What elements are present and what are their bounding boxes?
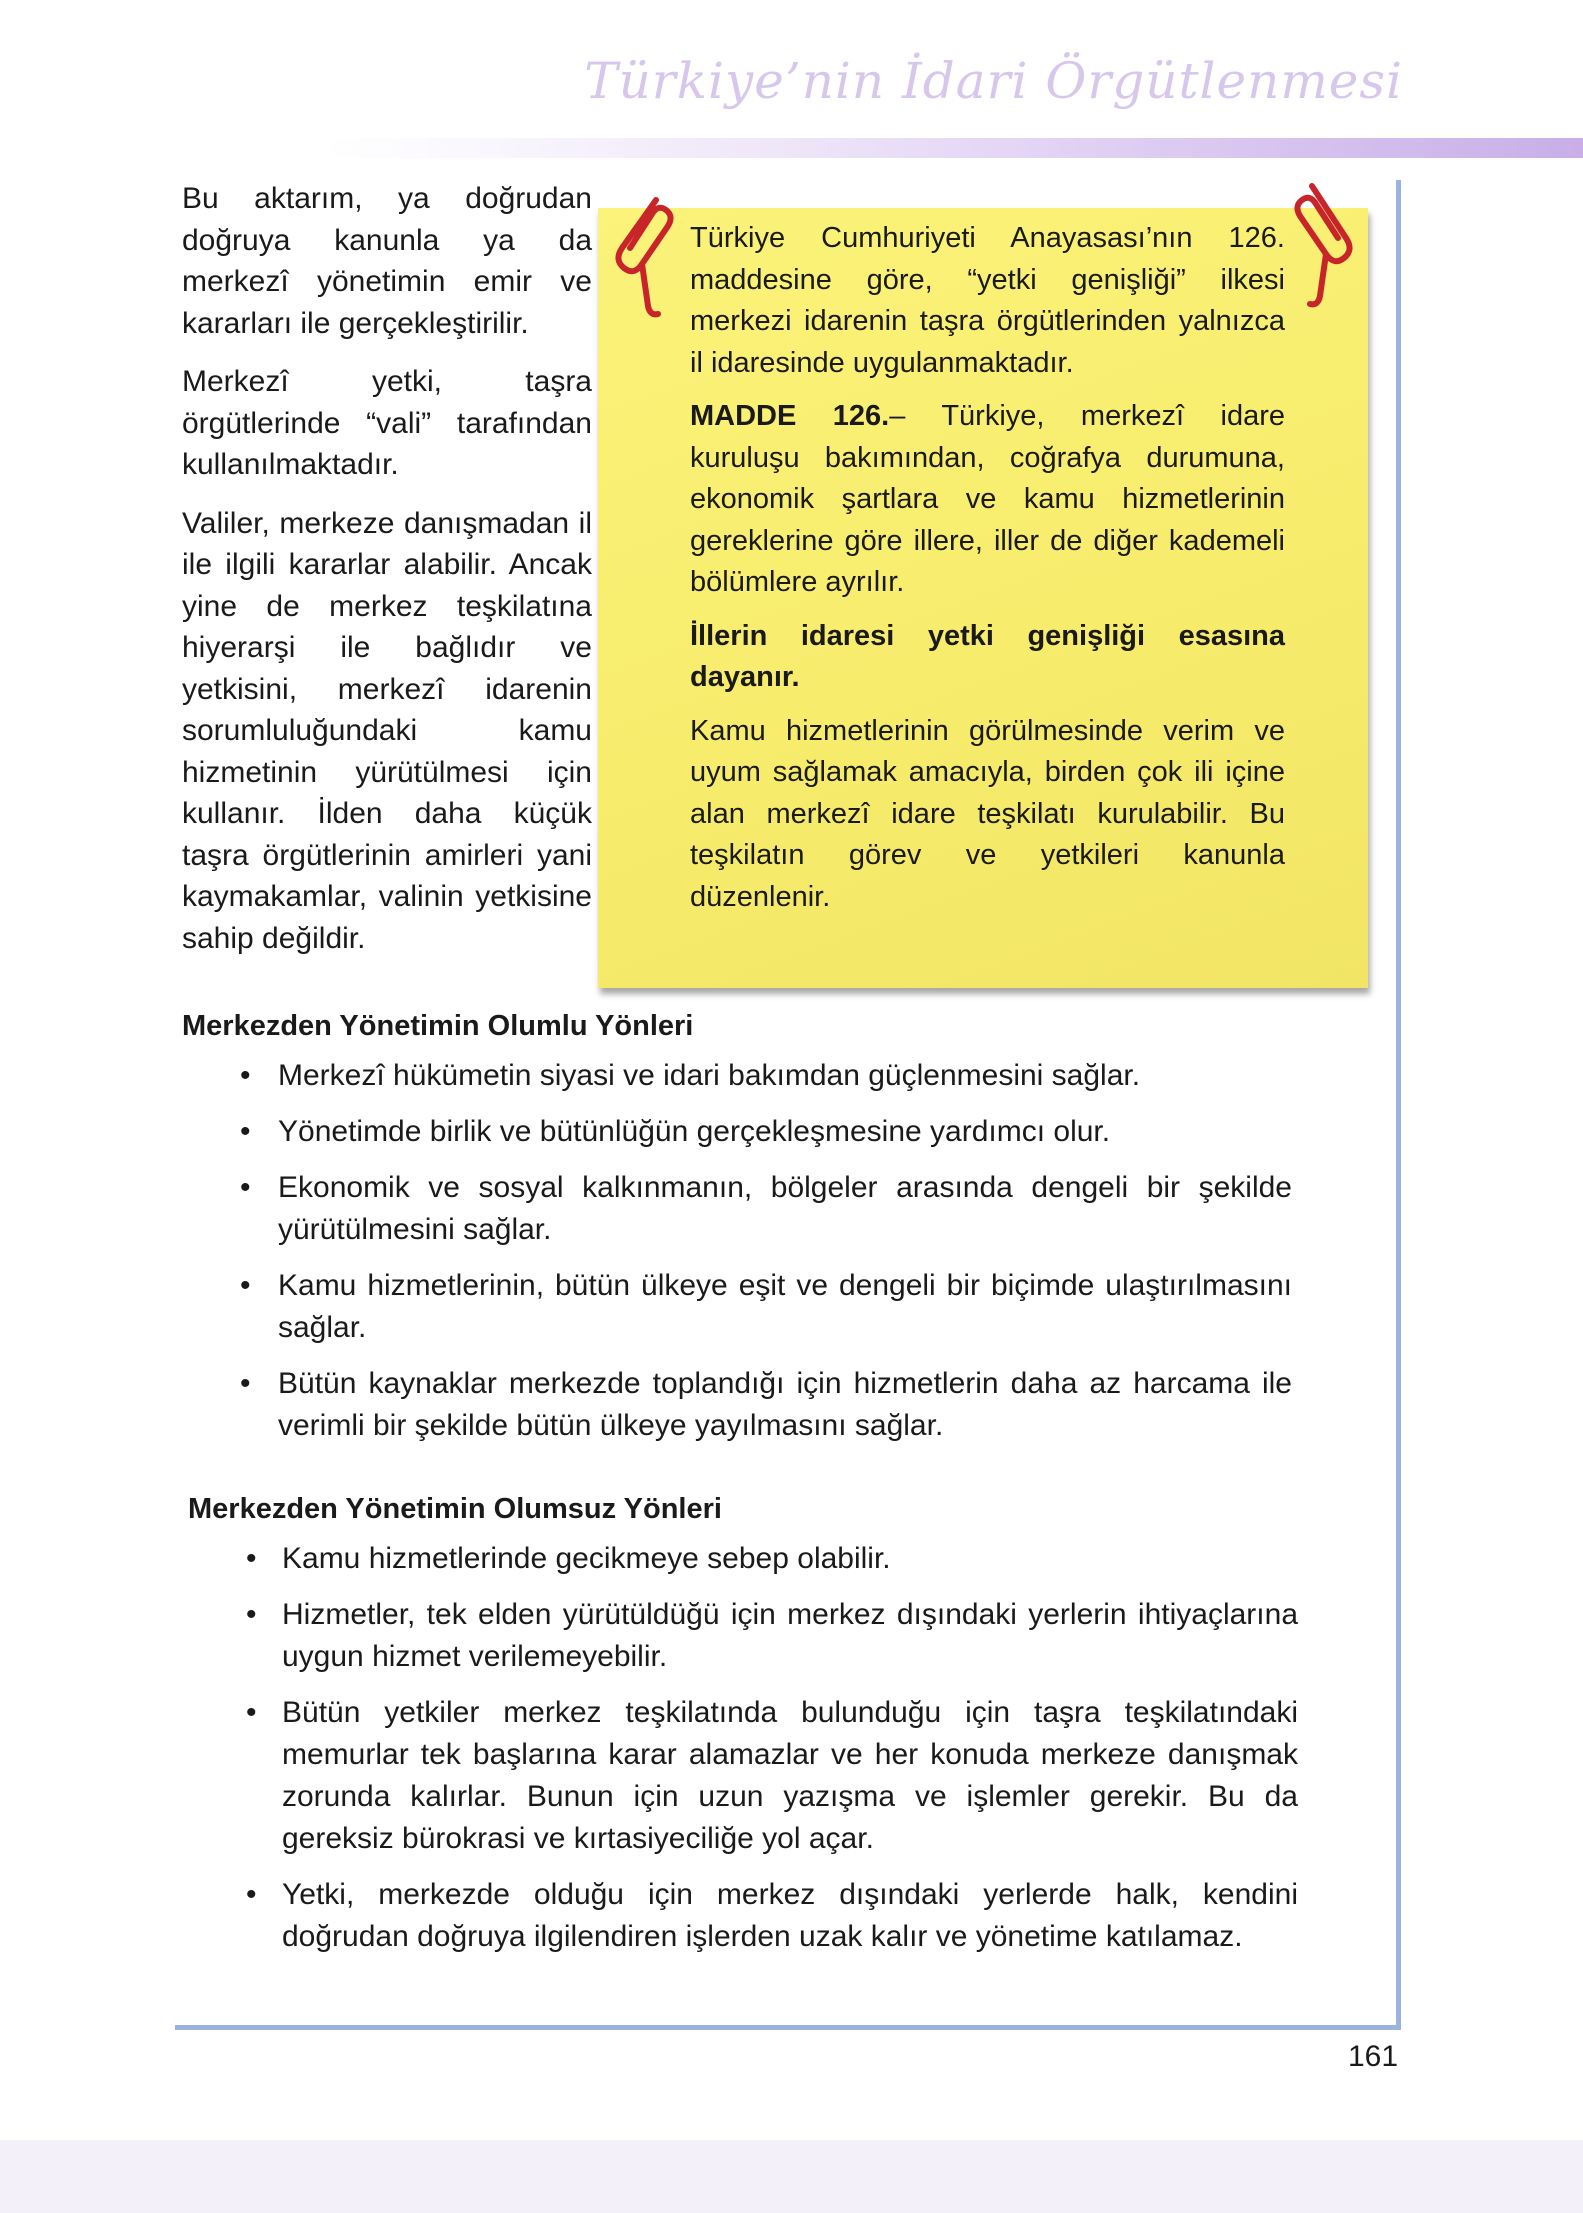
positive-list xyxy=(182,1055,1292,1447)
footer-band xyxy=(0,2140,1583,2213)
list-item-text: Yönetimde birlik ve bütünlüğün gerçekleşmesine yardımcı olur. xyxy=(278,1115,1111,1148)
paper-clip-icon xyxy=(1292,178,1356,308)
negative-aspects-section xyxy=(188,1493,1298,1972)
list-item xyxy=(188,1692,1298,1860)
left-paragraph-1: Bu aktarım, ya doğrudan doğruya kanunla ya da merkezî yönetimin emir ve kararları ile gerçekleştirilir. xyxy=(182,182,592,340)
page-header-title: Türkiye’nin İdari Örgütlenmesi xyxy=(584,52,1403,110)
bullet-icon: • xyxy=(240,1115,251,1148)
page-number: 161 xyxy=(1348,2040,1399,2073)
list-item xyxy=(188,1594,1298,1678)
list-item xyxy=(182,1055,1292,1097)
list-item-text: Yetki, merkezde olduğu için merkez dışındaki yerlerde halk, kendini doğrudan doğruya ilgilendiren işlerden uzak kalır ve yönetime katılamaz. xyxy=(282,1878,1298,1953)
list-item-text: Kamu hizmetlerinin, bütün ülkeye eşit ve dengeli bir biçimde ulaştırılmasını sağlar. xyxy=(278,1269,1292,1344)
note-intro: Türkiye Cumhuriyeti Anayasası’nın 126. maddesine göre, “yetki genişliği” ilkesi merkezi idarenin taşra örgütlerinden yalnızca il idaresinde uygulanmaktadır. xyxy=(690,222,1285,379)
bottom-border-rule xyxy=(175,2025,1401,2030)
left-paragraph-2: Merkezî yetki, taşra örgütlerinde “vali” tarafından kullanılmaktadır. xyxy=(182,365,592,481)
note-article-label: MADDE 126. xyxy=(690,400,890,432)
paper-clip-icon xyxy=(612,188,676,318)
negative-heading: Merkezden Yönetimin Olumsuz Yönleri xyxy=(188,1493,722,1525)
list-item-text: Bütün yetkiler merkez teşkilatında bulunduğu için taşra teşkilatındaki memurlar tek başlarına karar alamazlar ve her konuda merkeze danışmak zorunda kalırlar. Bunun için uzun yazışma ve işlemler gerekir. Bu da gereksiz bürokrasi ve kırtasiyeciliğe yol açar. xyxy=(282,1696,1298,1855)
bullet-icon: • xyxy=(246,1598,257,1631)
list-item xyxy=(182,1167,1292,1251)
list-item xyxy=(182,1363,1292,1447)
list-item-text: Kamu hizmetlerinde gecikmeye sebep olabilir. xyxy=(282,1542,891,1575)
right-border-rule xyxy=(1396,180,1401,2030)
list-item xyxy=(182,1265,1292,1349)
header-band xyxy=(325,138,1583,158)
positive-aspects-section xyxy=(182,1010,1292,1461)
bullet-icon: • xyxy=(240,1269,251,1302)
bullet-icon: • xyxy=(240,1367,251,1400)
list-item xyxy=(182,1111,1292,1153)
note-closing: Kamu hizmetlerinin görülmesinde verim ve uyum sağlamak amacıyla, birden çok ili içine alan merkezî idare teşkilatı kurulabilir. Bu teşkilatın görev ve yetkileri kanunla düzenlenir. xyxy=(690,714,1285,913)
negative-list xyxy=(188,1538,1298,1958)
list-item xyxy=(188,1538,1298,1580)
positive-heading: Merkezden Yönetimin Olumlu Yönleri xyxy=(182,1010,694,1042)
note-article xyxy=(690,396,1285,604)
left-column xyxy=(182,178,592,976)
list-item-text: Hizmetler, tek elden yürütüldüğü için merkez dışındaki yerlerin ihtiyaçlarına uygun hizmet verilemeyebilir. xyxy=(282,1598,1298,1673)
bullet-icon: • xyxy=(246,1696,257,1729)
list-item xyxy=(188,1874,1298,1958)
list-item-text: Bütün kaynaklar merkezde toplandığı için hizmetlerin daha az harcama ile verimli bir şekilde bütün ülkeye yayılmasını sağlar. xyxy=(278,1367,1292,1442)
list-item-text: Ekonomik ve sosyal kalkınmanın, bölgeler arasında dengeli bir şekilde yürütülmesini sağlar. xyxy=(278,1171,1292,1246)
list-item-text: Merkezî hükümetin siyasi ve idari bakımdan güçlenmesini sağlar. xyxy=(278,1059,1141,1092)
note-article-text: – Türkiye, merkezî idare kuruluşu bakımından, coğrafya durumuna, ekonomik şartlara ve kamu hizmetlerinin gereklerine göre illere, iller de diğer kademeli bölümlere ayrılır. xyxy=(690,400,1285,598)
sticky-note-content xyxy=(690,218,1285,930)
bullet-icon: • xyxy=(240,1059,251,1092)
bullet-icon: • xyxy=(246,1542,257,1575)
bullet-icon: • xyxy=(246,1878,257,1911)
sticky-note xyxy=(598,208,1368,988)
note-bold-sentence: İllerin idaresi yetki genişliği esasına dayanır. xyxy=(690,619,1285,693)
left-paragraph-3: Valiler, merkeze danışmadan il ile ilgili kararlar alabilir. Ancak yine de merkez teşkilatına hiyerarşi ile bağlıdır ve yetkisini, merkezî idarenin sorumluluğundaki kamu hizmetinin yürütülmesi için kullanır. İlden daha küçük taşra örgütlerinin amirleri yani kaymakamlar, valinin yetkisine sahip değildir. xyxy=(182,506,592,955)
bullet-icon: • xyxy=(240,1171,251,1204)
